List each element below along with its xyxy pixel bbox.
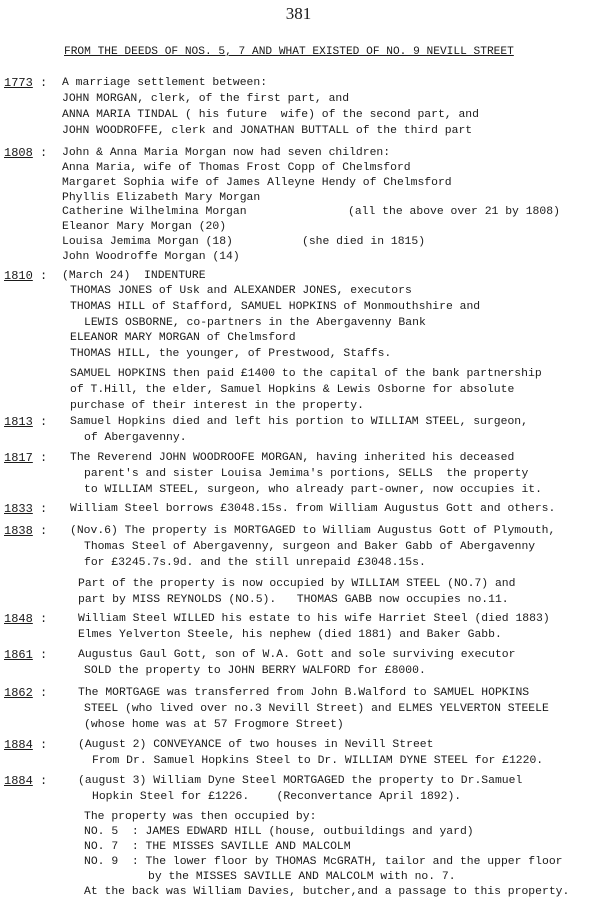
entry-line: Eleanor Mary Morgan (20)	[62, 221, 227, 233]
year-label: 1810 :	[4, 269, 48, 283]
entry-line: Catherine Wilhelmina Morgan	[62, 206, 247, 218]
entry-line: NO. 9 : The lower floor by THOMAS McGRATH, tailor and the upper floor	[84, 856, 563, 868]
entry-line: THOMAS JONES of Usk and ALEXANDER JONES, executors	[70, 285, 412, 297]
year-label: 1813 :	[4, 415, 48, 429]
entry-line: parent's and sister Louisa Jemima's portions, SELLS the property	[84, 468, 529, 480]
entry-line: (august 3) William Dyne Steel MORTGAGED the property to Dr.Samuel	[78, 775, 523, 787]
entry-line: A marriage settlement between:	[62, 77, 268, 89]
page-number: 381	[285, 4, 312, 23]
entry-line: John & Anna Maria Morgan now had seven children:	[62, 147, 391, 159]
entry-line: for £3245.7s.9d. and the still unrepaid £3048.15s.	[84, 557, 426, 569]
entry-line: William Steel borrows £3048.15s. from William Augustus Gott and others.	[70, 503, 556, 515]
entry-line: NO. 5 : JAMES EDWARD HILL (house, outbuildings and yard)	[84, 826, 474, 838]
entry-line: Margaret Sophia wife of James Alleyne Hendy of Chelmsford	[62, 177, 452, 189]
page-title: FROM THE DEEDS OF NOS. 5, 7 AND WHAT EXISTED OF NO. 9 NEVILL STREET	[64, 46, 514, 58]
entry-line: SOLD the property to JOHN BERRY WALFORD for £8000.	[84, 665, 426, 677]
year-label: 1884 :	[4, 774, 48, 788]
entry-line: to WILLIAM STEEL, surgeon, who already part-owner, now occupies it.	[84, 484, 542, 496]
year-label: 1773 :	[4, 76, 48, 90]
entry-line: Augustus Gaul Gott, son of W.A. Gott and sole surviving executor	[78, 649, 516, 661]
entry-line: (Nov.6) The property is MORTGAGED to William Augustus Gott of Plymouth,	[70, 525, 556, 537]
entry-line: by the MISSES SAVILLE AND MALCOLM with no. 7.	[148, 871, 456, 883]
year-label: 1808 :	[4, 146, 48, 160]
entry-line: John Woodroffe Morgan (14)	[62, 251, 240, 263]
entry-line: LEWIS OSBORNE, co-partners in the Abergavenny Bank	[84, 317, 426, 329]
year-label: 1861 :	[4, 648, 48, 662]
entry-line: Anna Maria, wife of Thomas Frost Copp of Chelmsford	[62, 162, 411, 174]
entry-line: From Dr. Samuel Hopkins Steel to Dr. WILLIAM DYNE STEEL for £1220.	[92, 755, 544, 767]
entry-line: THOMAS HILL of Stafford, SAMUEL HOPKINS of Monmouthshire and	[70, 301, 481, 313]
entry-line: (whose home was at 57 Frogmore Street)	[84, 719, 344, 731]
year-label: 1817 :	[4, 451, 48, 465]
entry-line: purchase of their interest in the property.	[70, 400, 364, 412]
entry-line: Phyllis Elizabeth Mary Morgan	[62, 192, 261, 204]
entry-line: William Steel WILLED his estate to his wife Harriet Steel (died 1883)	[78, 613, 550, 625]
year-label: 1848 :	[4, 612, 48, 626]
year-label: 1862 :	[4, 686, 48, 700]
entry-line: JOHN WOODROFFE, clerk and JONATHAN BUTTALL of the third part	[62, 125, 473, 137]
entry-line: At the back was William Davies, butcher,and a passage to this property.	[84, 886, 570, 898]
entry-line: The Reverend JOHN WOODROOFE MORGAN, having inherited his deceased	[70, 452, 515, 464]
entry-line: Part of the property is now occupied by WILLIAM STEEL (NO.7) and	[78, 578, 516, 590]
year-label: 1884 :	[4, 738, 48, 752]
entry-line: Samuel Hopkins died and left his portion to WILLIAM STEEL, surgeon,	[70, 416, 528, 428]
entry-line: Thomas Steel of Abergavenny, surgeon and Baker Gabb of Abergavenny	[84, 541, 536, 553]
entry-line: STEEL (who lived over no.3 Nevill Street) and ELMES YELVERTON STEELE	[84, 703, 549, 715]
entry-line: of T.Hill, the elder, Samuel Hopkins & Lewis Osborne for absolute	[70, 384, 515, 396]
entry-line: Louisa Jemima Morgan (18)	[62, 236, 233, 248]
entry-line: of Abergavenny.	[84, 432, 187, 444]
entry-line: Elmes Yelverton Steele, his nephew (died 1881) and Baker Gabb.	[78, 629, 502, 641]
entry-line: SAMUEL HOPKINS then paid £1400 to the capital of the bank partnership	[70, 368, 542, 380]
entry-line: NO. 7 : THE MISSES SAVILLE AND MALCOLM	[84, 841, 351, 853]
entry-line: The property was then occupied by:	[84, 811, 317, 823]
year-label: 1838 :	[4, 524, 48, 538]
louisa-note: (she died in 1815)	[302, 236, 426, 248]
entry-line: ELEANOR MARY MORGAN of Chelmsford	[70, 332, 296, 344]
entry-line: (August 2) CONVEYANCE of two houses in Nevill Street	[78, 739, 434, 751]
entry-line: part by MISS REYNOLDS (NO.5). THOMAS GABB now occupies no.11.	[78, 594, 509, 606]
entry-line: THOMAS HILL, the younger, of Prestwood, Staffs.	[70, 348, 392, 360]
entry-line: Hopkin Steel for £1226. (Reconvertance April 1892).	[92, 791, 462, 803]
entry-line: JOHN MORGAN, clerk, of the first part, and	[62, 93, 350, 105]
entry-line: (March 24) INDENTURE	[62, 270, 206, 282]
children-note: (all the above over 21 by 1808)	[348, 206, 560, 218]
year-label: 1833 :	[4, 502, 48, 516]
entry-line: ANNA MARIA TINDAL ( his future wife) of the second part, and	[62, 109, 479, 121]
entry-line: The MORTGAGE was transferred from John B.Walford to SAMUEL HOPKINS	[78, 687, 530, 699]
